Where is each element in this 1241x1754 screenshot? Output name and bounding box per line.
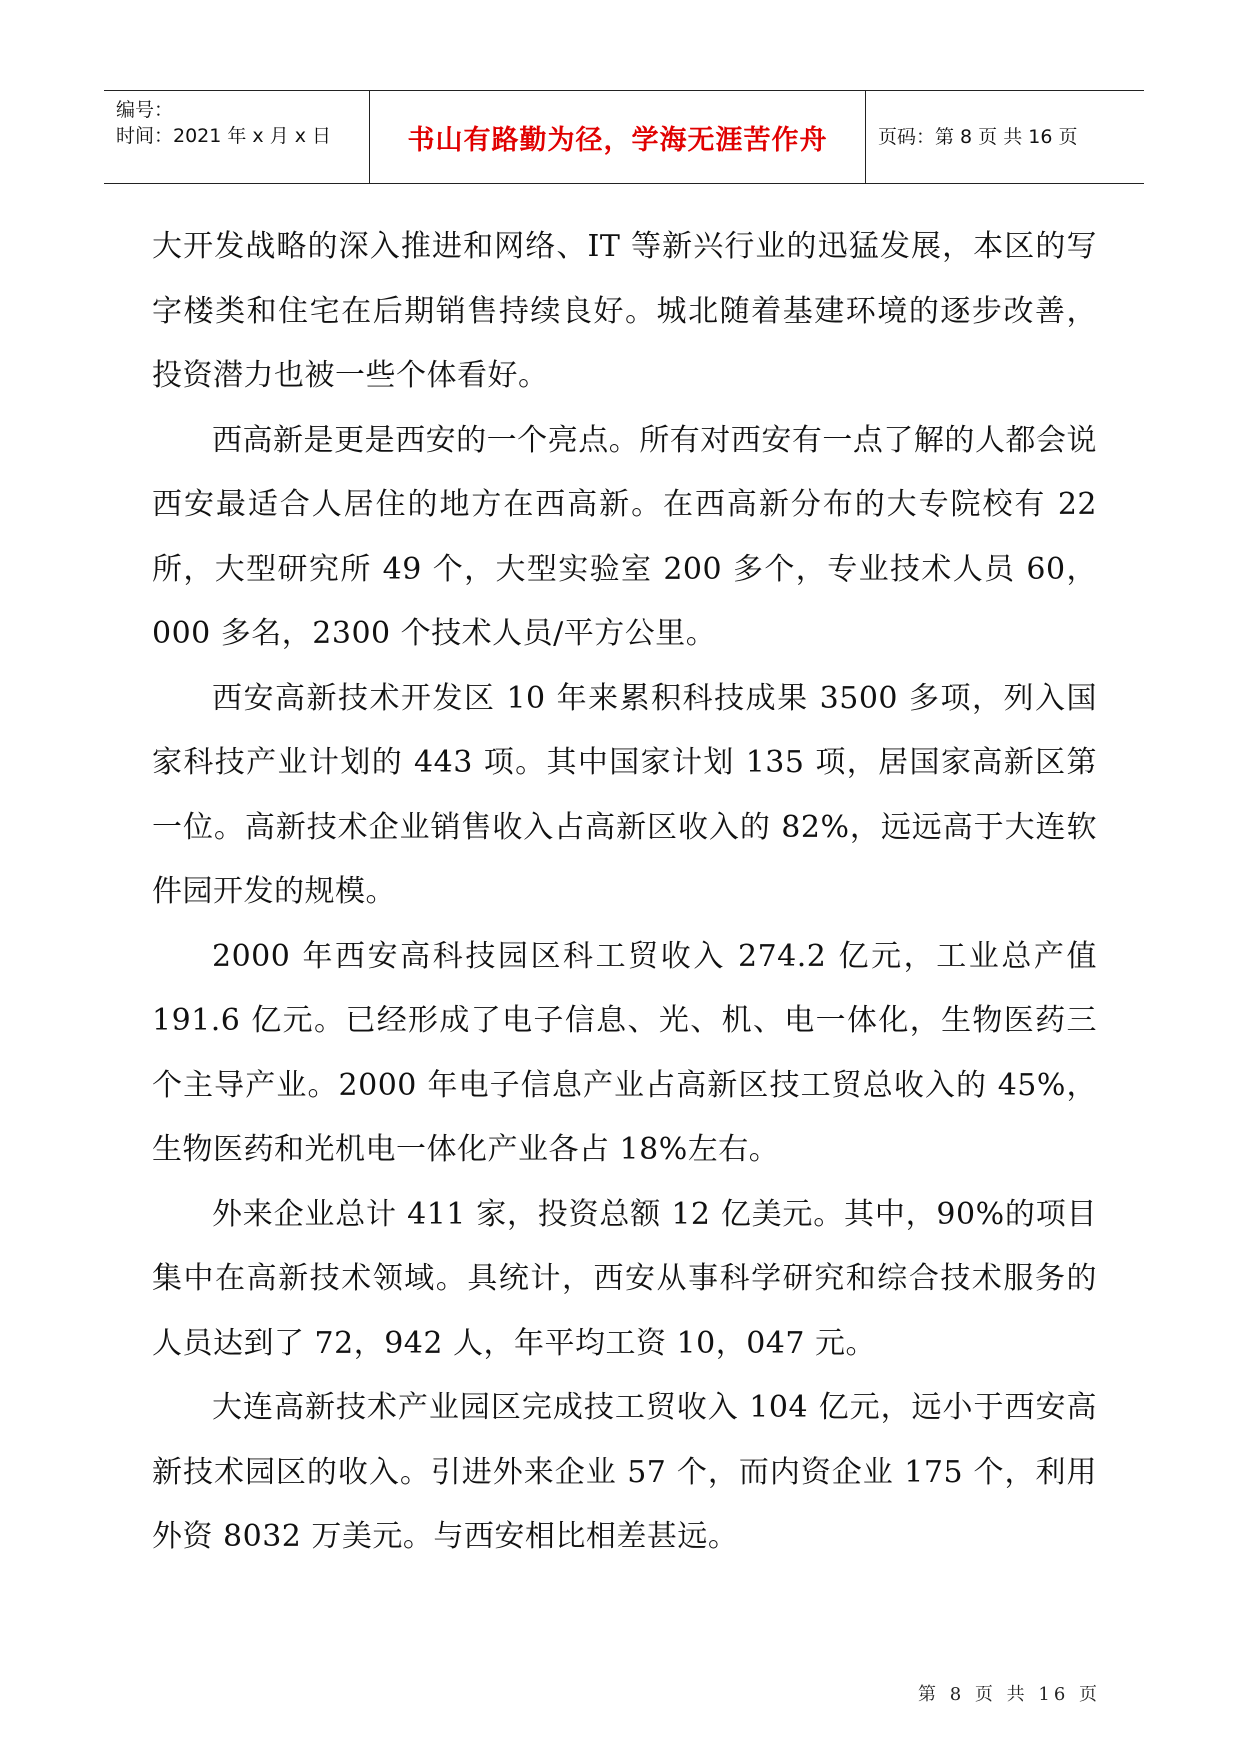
document-body: [152, 215, 1097, 1570]
paragraph: 西高新是更是西安的一个亮点。所有对西安有一点了解的人都会说西安最适合人居住的地方在西高新。在西高新分布的大专院校有 22 所，大型研究所 49 个，大型实验室 200 多个，专业技术人员 60，000 多名，2300 个技术人员/平方公里。: [152, 422, 1097, 651]
paragraph: 大连高新技术产业园区完成技工贸收入 104 亿元，远小于西安高新技术园区的收入。引进外来企业 57 个，而内资企业 175 个，利用外资 8032 万美元。与西安相比相差甚远。: [152, 1390, 1097, 1554]
header-left-cell: [104, 91, 370, 183]
header-page-label: 页码：第 8 页 共 16 页: [878, 126, 1078, 148]
page-header-table: [104, 90, 1144, 184]
document-time-label: 时间：2021 年 x 月 x 日: [116, 125, 332, 147]
paragraph: 大开发战略的深入推进和网络、IT 等新兴行业的迅猛发展，本区的写字楼类和住宅在后期销售持续良好。城北随着基建环境的逐步改善，投资潜力也被一些个体看好。: [152, 229, 1097, 393]
paragraph: 西安高新技术开发区 10 年来累积科技成果 3500 多项，列入国家科技产业计划的 443 项。其中国家计划 135 项，居国家高新区第一位。高新技术企业销售收入占高新区收入的 82%，远远高于大连软件园开发的规模。: [152, 680, 1097, 909]
header-page-cell: [866, 91, 1144, 183]
header-motto: 书山有路勤为径，学海无涯苦作舟: [407, 124, 828, 156]
header-motto-cell: [370, 91, 866, 183]
page-footer-number: 第 8 页 共 16 页: [918, 1684, 1101, 1705]
paragraph: 外来企业总计 411 家，投资总额 12 亿美元。其中，90%的项目集中在高新技术领域。具统计，西安从事科学研究和综合技术服务的人员达到了 72，942 人，年平均工资 10，047 元。: [152, 1196, 1097, 1361]
paragraph: 2000 年西安高科技园区科工贸收入 274.2 亿元，工业总产值 191.6 亿元。已经形成了电子信息、光、机、电一体化，生物医药三个主导产业。2000 年电子信息产业占高新区技工贸总收入的 45%，生物医药和光机电一体化产业各占 18%左右。: [152, 938, 1097, 1167]
document-number-label: 编号：: [116, 99, 174, 121]
